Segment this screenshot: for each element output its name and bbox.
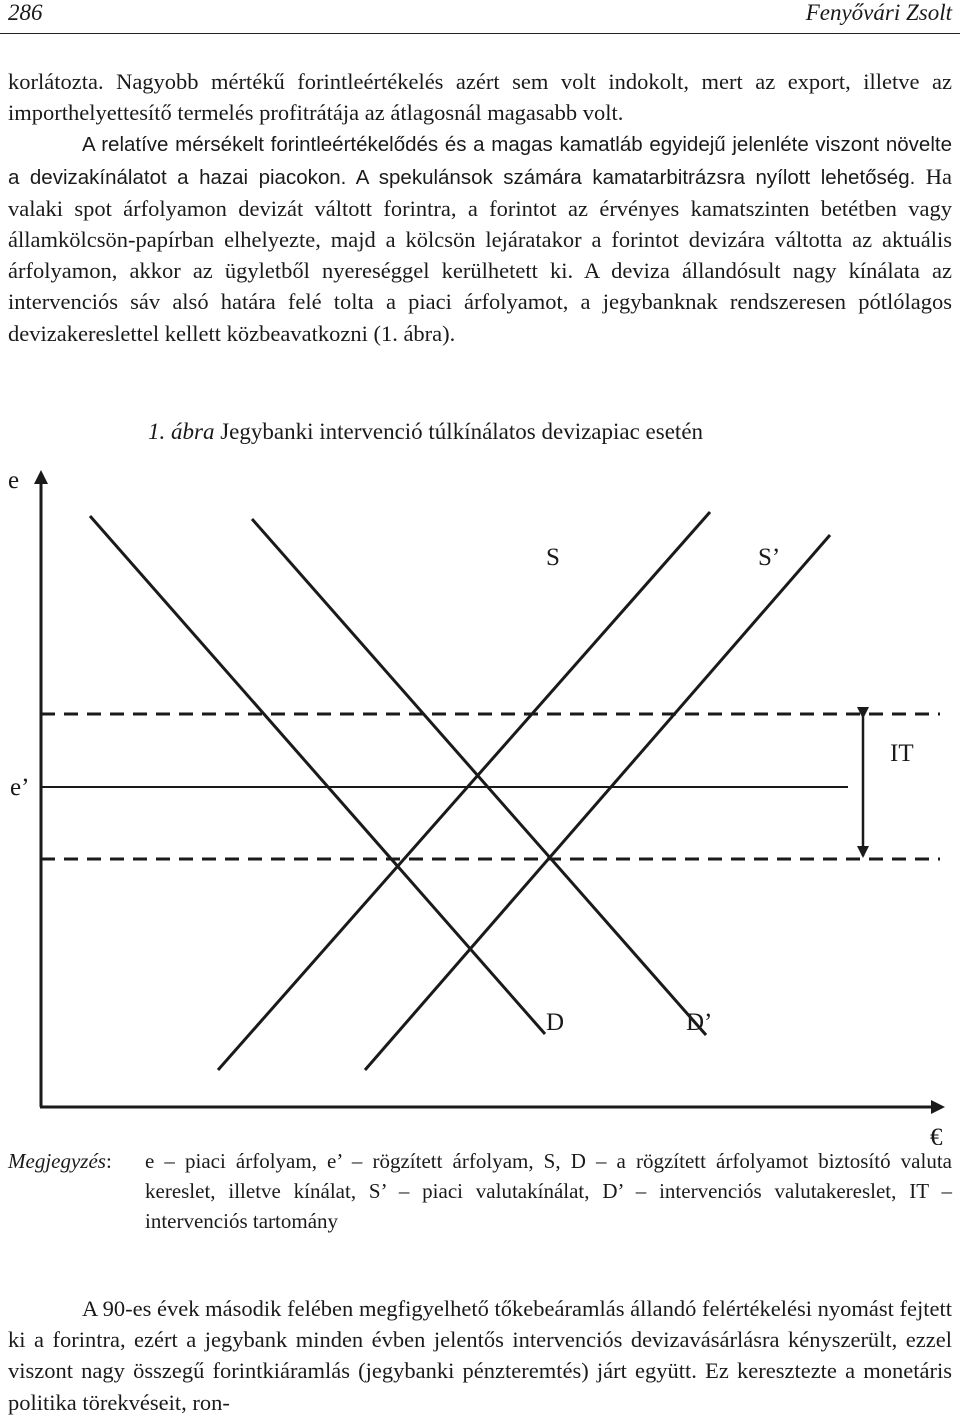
figure-title: Jegybanki intervenció túlkínálatos devizapiac esetén: [214, 419, 704, 444]
intro-paragraph-2-serif: Ha valaki spot árfolyamon devizát váltott forintra, a forintot az érvényes kamatszinten betétben vagy államkölcsön-papírban elhelyezte, majd a kölcsön lejáratakor a forintot devizára váltotta az aktuális árfolyamon, akkor az ügyletből nyereséggel kerülhetett ki. A deviza állandósult nagy kínálata az intervenciós sáv alsó határa felé tolta a piaci árfolyamot, a jegybanknak rendszeresen pótlólagos devizakereslettel kellett közbeavatkozni (1. ábra).: [8, 163, 952, 346]
header-rule: [0, 33, 960, 34]
label-S: S: [546, 544, 560, 571]
figure-caption: [148, 419, 703, 445]
intro-paragraph-1: korlátozta. Nagyobb mértékű forintleértékelés azért sem volt indokolt, mert az export, illetve az importhelyettesítő termelés profitrátája az átlagosnál magasabb volt.: [8, 69, 952, 126]
note-text: e – piaci árfolyam, e’ – rögzített árfolyam, S, D – a rögzített árfolyamot biztosító valuta kereslet, illetve kínálat, S’ – piaci valutakínálat, D’ – intervenciós valutakereslet, IT – intervenciós tartomány: [145, 1149, 952, 1233]
label-IT: IT: [890, 740, 914, 767]
fixed-rate-label: e’: [10, 774, 30, 801]
note-label-colon: :: [105, 1149, 112, 1173]
intro-paragraph-2: [8, 128, 952, 348]
supply-line-S-prime: [365, 535, 830, 1070]
intro-paragraph-2-sans: A relatíve mérsékelt forintleértékelődés és a magas kamatláb egyidejű jelenléte viszont növelte a devizakínálatot a hazai piacokon. A spekulánsok számára kamatarbitrázsra nyílott lehetőség.: [8, 133, 952, 189]
page-number: 286: [8, 0, 43, 25]
label-D-prime: D’: [686, 1009, 713, 1036]
x-axis-label: €: [930, 1124, 943, 1145]
diagram-svg: [0, 455, 960, 1145]
figure-number: 1. ábra: [148, 419, 215, 444]
note-label-text: Megjegyzés: [8, 1149, 106, 1173]
y-axis-label: e: [8, 467, 20, 494]
intro-text: [8, 66, 952, 349]
note-label: [8, 1146, 112, 1176]
figure-diagram: [0, 455, 960, 1145]
running-author: Fenyővári Zsolt: [805, 0, 952, 25]
label-D: D: [546, 1009, 565, 1036]
closing-paragraph: A 90-es évek második felében megfigyelhető tőkebeáramlás állandó felértékelési nyomást fejtett ki a forintra, ezért a jegybank minden évben jelentős intervenciós devizavásárlásra kényszerült, ezzel viszont nagy összegű forintkiáramlás (jegybanki pénzteremtés) járt együtt. Ez keresztezte a monetáris politika törekvéseit, ron-: [8, 1296, 952, 1415]
closing-text: [8, 1293, 952, 1418]
label-S-prime: S’: [758, 544, 781, 571]
running-header: [8, 0, 952, 32]
supply-line-S: [218, 512, 713, 1070]
